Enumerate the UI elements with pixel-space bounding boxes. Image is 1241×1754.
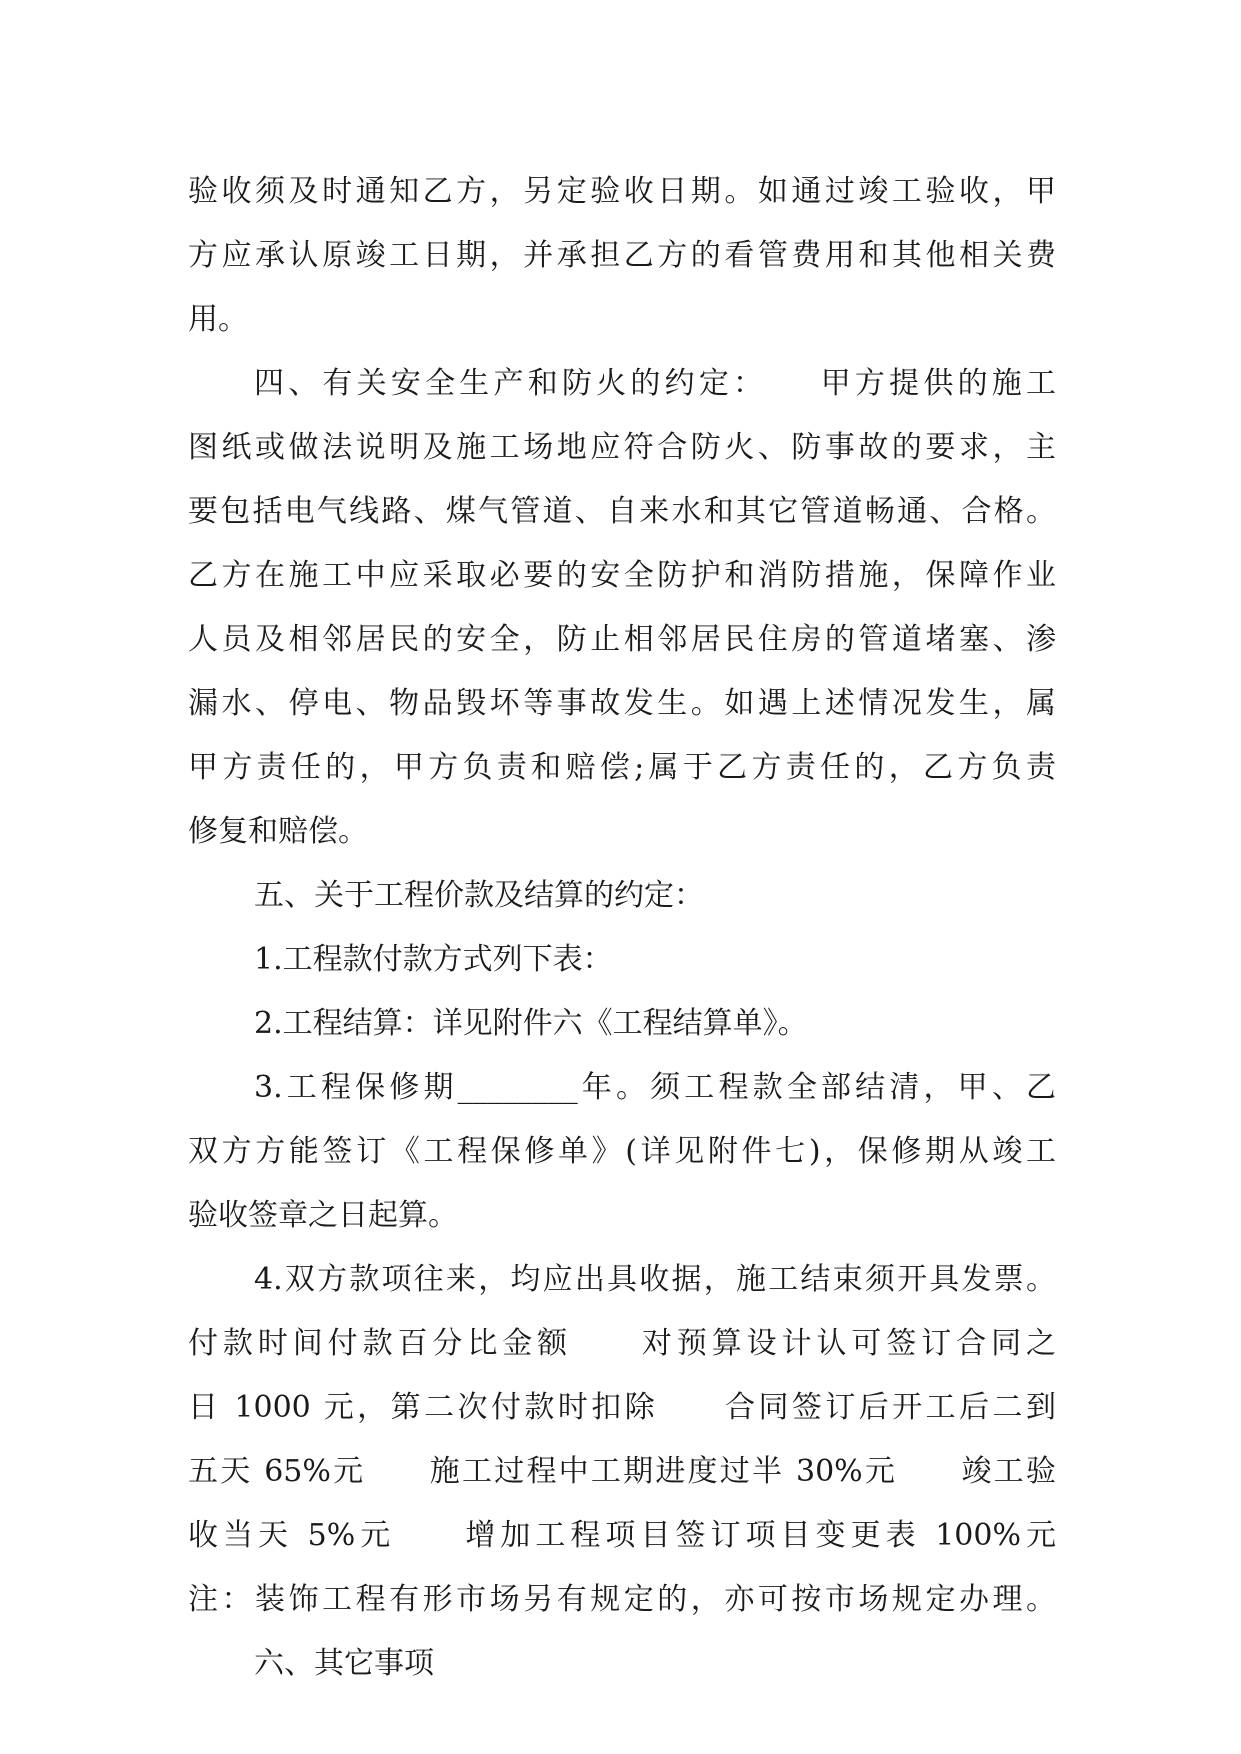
text-line: 五天 65%元 施工过程中工期进度过半 30%元 竣工验 <box>188 1454 1056 1489</box>
text-line: 修复和赔偿。 <box>188 814 368 849</box>
section-heading-5: 五、关于工程价款及结算的约定： <box>254 878 704 913</box>
document-body <box>188 160 1056 1696</box>
section-heading-4: 四、有关安全生产和防火的约定： 甲方提供的施工 <box>254 366 1056 401</box>
text-line: 付款时间付款百分比金额 对预算设计认可签订合同之 <box>188 1326 1056 1361</box>
text-line: 收当天 5%元 增加工程项目签订项目变更表 100%元 <box>188 1518 1056 1553</box>
text-line: 人员及相邻居民的安全，防止相邻居民住房的管道堵塞、渗 <box>188 622 1056 657</box>
text-line: 验收须及时通知乙方，另定验收日期。如通过竣工验收，甲 <box>188 174 1056 209</box>
text-line: 图纸或做法说明及施工场地应符合防火、防事故的要求，主 <box>188 430 1056 465</box>
text-line: 验收签章之日起算。 <box>188 1198 458 1233</box>
note-line: 注：装饰工程有形市场另有规定的，亦可按市场规定办理。 <box>188 1582 1056 1617</box>
section-heading-6: 六、其它事项 <box>254 1646 434 1681</box>
text-line: 漏水、停电、物品毁坏等事故发生。如遇上述情况发生，属 <box>188 686 1056 721</box>
text-line: 方应承认原竣工日期，并承担乙方的看管费用和其他相关费 <box>188 238 1056 273</box>
text-line: 日 1000 元，第二次付款时扣除 合同签订后开工后二到 <box>188 1390 1056 1425</box>
text-line: 甲方责任的，甲方负责和赔偿;属于乙方责任的，乙方负责 <box>188 750 1056 785</box>
text-line: 双方方能签订《工程保修单》(详见附件七)，保修期从竣工 <box>188 1134 1056 1169</box>
list-item-4: 4.双方款项往来，均应出具收据，施工结束须开具发票。 <box>254 1262 1056 1297</box>
text-line: 用。 <box>188 302 248 337</box>
list-item-1: 1.工程款付款方式列下表： <box>254 942 613 977</box>
text-line: 乙方在施工中应采取必要的安全防护和消防措施，保障作业 <box>188 558 1056 593</box>
text-line: 要包括电气线路、煤气管道、自来水和其它管道畅通、合格。 <box>188 494 1056 529</box>
list-item-3: 3.工程保修期________年。须工程款全部结清，甲、乙 <box>254 1070 1056 1105</box>
list-item-2: 2.工程结算：详见附件六《工程结算单》。 <box>254 1006 808 1041</box>
